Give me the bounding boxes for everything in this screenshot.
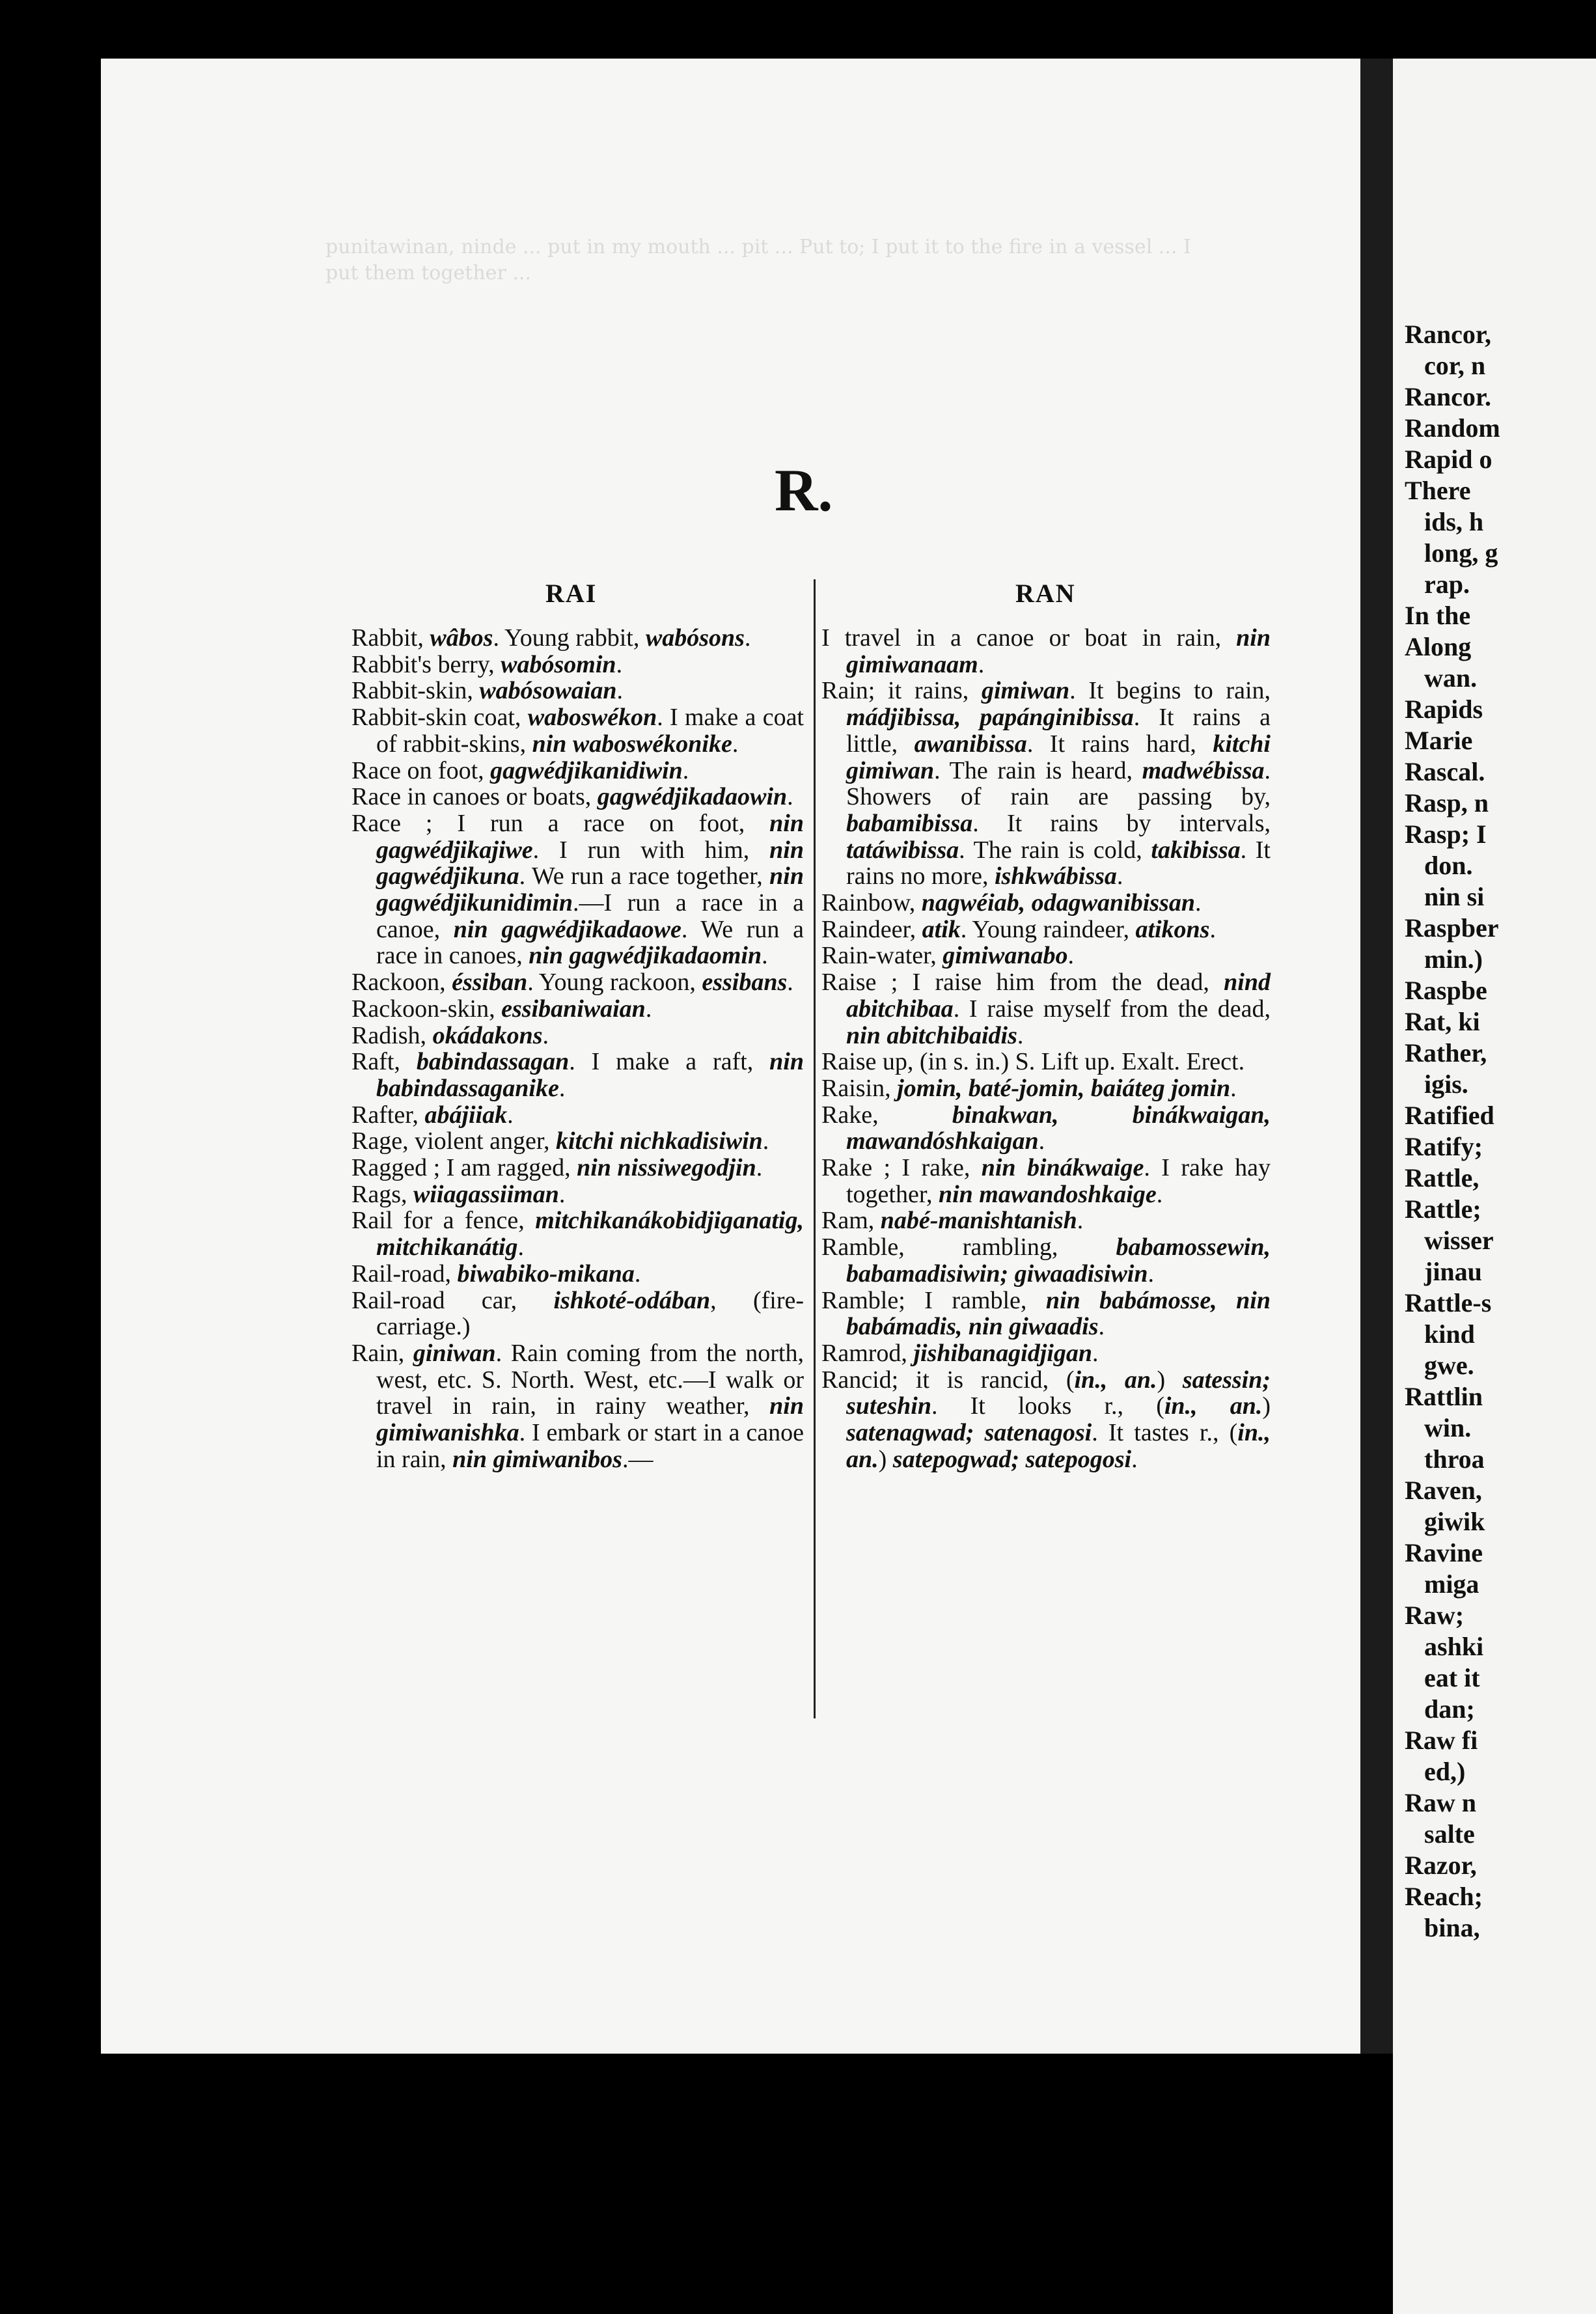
next-page-line: There: [1405, 476, 1471, 505]
bleed-through-text: punitawinan, ninde ... put in my mouth ... pit ... Put to; I put it to the fire in a vessel ... I put them together ...: [325, 236, 1191, 284]
next-page-line: In the: [1405, 601, 1471, 630]
dictionary-entry: Ragged ; I am ragged, nin nissiwegodjin.: [351, 1154, 763, 1182]
next-page-line: wisser: [1424, 1226, 1494, 1255]
dictionary-entry: Rail-road car, ishkoté-odában, (fire-carriage.): [351, 1286, 804, 1341]
section-letter: R.: [775, 457, 833, 523]
dictionary-entry: Rabbit's berry, wabósomin.: [351, 650, 623, 678]
next-page-line: miga: [1424, 1569, 1479, 1599]
next-page-line: Rasp; I: [1405, 820, 1487, 849]
next-page-line: long, g: [1424, 538, 1498, 568]
next-page-line: Rattle,: [1405, 1163, 1479, 1192]
next-page-line: Rapids: [1405, 695, 1483, 724]
dictionary-entry: Ramble; I ramble, nin babámosse, nin babámadis, nin giwaadis.: [821, 1286, 1271, 1341]
next-page-line: rap.: [1424, 570, 1470, 599]
next-page-line: Rattle;: [1405, 1194, 1481, 1224]
next-page-line: Random: [1405, 413, 1500, 443]
next-page-line: min.): [1424, 944, 1483, 974]
next-page-line: Raven,: [1405, 1476, 1482, 1505]
dictionary-entry: Rackoon-skin, essibaniwaian.: [351, 995, 652, 1023]
next-page-line: Raw n: [1405, 1788, 1477, 1817]
next-page-line: ed,): [1424, 1757, 1466, 1786]
dictionary-entry: Race ; I run a race on foot, nin gagwédjikajiwe. I run with him, nin gagwédjikuna. We run a race together, nin gagwédjikunidimin.—I run a race in a canoe, nin gagwédjikadaowe. We run a race in canoes, nin gagwédjikadaomin.: [351, 809, 804, 970]
dictionary-entry: Rainbow, nagwéiab, odagwanibissan.: [821, 889, 1202, 917]
next-page-line: igis.: [1424, 1069, 1468, 1099]
next-page-line: Ratify;: [1405, 1132, 1483, 1161]
dictionary-entry: Raisin, jomin, baté-jomin, baiáteg jomin.: [821, 1074, 1237, 1102]
next-page-line: ashki: [1424, 1632, 1484, 1661]
next-page-line: Along: [1405, 632, 1472, 661]
page-gutter: [1360, 59, 1393, 2054]
dictionary-entry: Rags, wiiagassiiman.: [351, 1180, 566, 1208]
next-page-line: Raspber: [1405, 913, 1499, 943]
dictionary-entry: Ram, nabé-manishtanish.: [821, 1207, 1084, 1235]
dictionary-entry: Rabbit, wâbos. Young rabbit, wabósons.: [351, 624, 751, 652]
next-page-line: kind: [1424, 1319, 1475, 1349]
next-page-line: dan;: [1424, 1694, 1475, 1724]
right-column-header: RAN: [1015, 579, 1076, 608]
next-page-line: Rascal.: [1405, 757, 1485, 786]
dictionary-entry: Rackoon, éssiban. Young rackoon, essibans.: [351, 969, 793, 997]
next-page-line: eat it: [1424, 1663, 1480, 1692]
dictionary-entry: Radish, okádakons.: [351, 1021, 549, 1049]
dictionary-entry: Rake ; I rake, nin binákwaige. I rake hay together, nin mawandoshkaige.: [821, 1154, 1271, 1208]
next-page-line: Razor,: [1405, 1851, 1477, 1880]
dictionary-entry: Rain-water, gimiwanabo.: [821, 942, 1074, 970]
dictionary-entry: Race on foot, gagwédjikanidiwin.: [351, 756, 689, 784]
next-page-line: Ratified: [1405, 1101, 1494, 1130]
next-page-line: cor, n: [1424, 351, 1486, 380]
next-page-line: bina,: [1424, 1913, 1480, 1942]
next-page-line: salte: [1424, 1819, 1475, 1849]
dictionary-entry: Rafter, abájiiak.: [351, 1101, 514, 1129]
next-page-line: Marie: [1405, 726, 1473, 755]
dictionary-entry: Race in canoes or boats, gagwédjikadaowin.: [351, 783, 793, 811]
dictionary-entry: Rail-road, biwabiko-mikana.: [351, 1260, 641, 1288]
next-page-line: throa: [1424, 1444, 1485, 1474]
next-page-line: ids, h: [1424, 507, 1484, 536]
next-page-line: wan.: [1424, 663, 1478, 693]
dictionary-entry: Rabbit-skin, wabósowaian.: [351, 677, 623, 705]
dictionary-entry: Rancid; it is rancid, (in., an.) satessin; suteshin. It looks r., (in., an.) satenagwad; satenagosi. It tastes r., (in., an.) satepogwad; satepogosi.: [821, 1366, 1271, 1473]
next-page-line: Rapid o: [1405, 445, 1493, 474]
next-page-line: giwik: [1424, 1507, 1485, 1536]
left-column: [351, 625, 804, 1473]
next-page-line: Reach;: [1405, 1882, 1483, 1911]
next-page-line: Rat, ki: [1405, 1007, 1480, 1036]
dictionary-entry: Rabbit-skin coat, waboswékon. I make a coat of rabbit-skins, nin waboswékonike.: [351, 704, 804, 758]
dictionary-entry: Ramrod, jishibanagidjigan.: [821, 1339, 1099, 1367]
dictionary-entry: Raise ; I raise him from the dead, nind abitchibaa. I raise myself from the dead, nin abitchibaidis.: [821, 969, 1271, 1049]
next-page-line: Rattle-s: [1405, 1288, 1492, 1317]
dictionary-entry: Rail for a fence, mitchikanákobidjiganatig, mitchikanátig.: [351, 1207, 804, 1261]
dictionary-entry: Rain; it rains, gimiwan. It begins to rain, mádjibissa, papánginibissa. It rains a little, awanibissa. It rains hard, kitchi gimiwan. The rain is heard, madwébissa. Showers of rain are passing by, babamibissa. It rains by intervals, tatáwibissa. The rain is cold, takibissa. It rains no more, ishkwábissa.: [821, 677, 1271, 890]
next-page-line: nin si: [1424, 882, 1485, 911]
dictionary-entry: Rake, binakwan, binákwaigan, mawandóshkaigan.: [821, 1101, 1271, 1155]
dictionary-entry: Raft, babindassagan. I make a raft, nin babindassaganike.: [351, 1048, 804, 1102]
next-page-line: Raw fi: [1405, 1726, 1478, 1755]
next-page-line: Rancor.: [1405, 382, 1491, 411]
next-page-edge: [1393, 59, 1596, 2314]
next-page-line: Rather,: [1405, 1038, 1487, 1067]
dictionary-entry: Rain, giniwan. Rain coming from the north, west, etc. S. North. West, etc.—I walk or travel in rain, in rainy weather, nin gimiwanishka. I embark or start in a canoe in rain, nin gimiwanibos.—: [351, 1339, 804, 1473]
right-column: [821, 625, 1271, 1473]
dictionary-entry: Rage, violent anger, kitchi nichkadisiwin.: [351, 1127, 769, 1155]
next-page-line: Ravine: [1405, 1538, 1483, 1567]
dictionary-entry: Raise up, (in s. in.) S. Lift up. Exalt. Erect.: [821, 1048, 1245, 1076]
next-page-line: Raw;: [1405, 1601, 1465, 1630]
next-page-line: win.: [1424, 1413, 1472, 1442]
dictionary-entry: I travel in a canoe or boat in rain, nin gimiwanaam.: [821, 624, 1271, 678]
next-page-line: Rancor,: [1405, 320, 1491, 349]
next-page-line: Raspbe: [1405, 976, 1487, 1005]
dictionary-entry: Raindeer, atik. Young raindeer, atikons.: [821, 915, 1216, 943]
next-page-line: Rasp, n: [1405, 788, 1489, 818]
dictionary-entry: Ramble, rambling, babamossewin, babamadisiwin; giwaadisiwin.: [821, 1233, 1271, 1288]
next-page-line: jinau: [1424, 1257, 1482, 1286]
next-page-line: don.: [1424, 851, 1473, 880]
left-column-header: RAI: [545, 579, 598, 608]
next-page-line: gwe.: [1424, 1351, 1474, 1380]
next-page-line: Rattlin: [1405, 1382, 1483, 1411]
column-divider: [814, 579, 816, 1718]
